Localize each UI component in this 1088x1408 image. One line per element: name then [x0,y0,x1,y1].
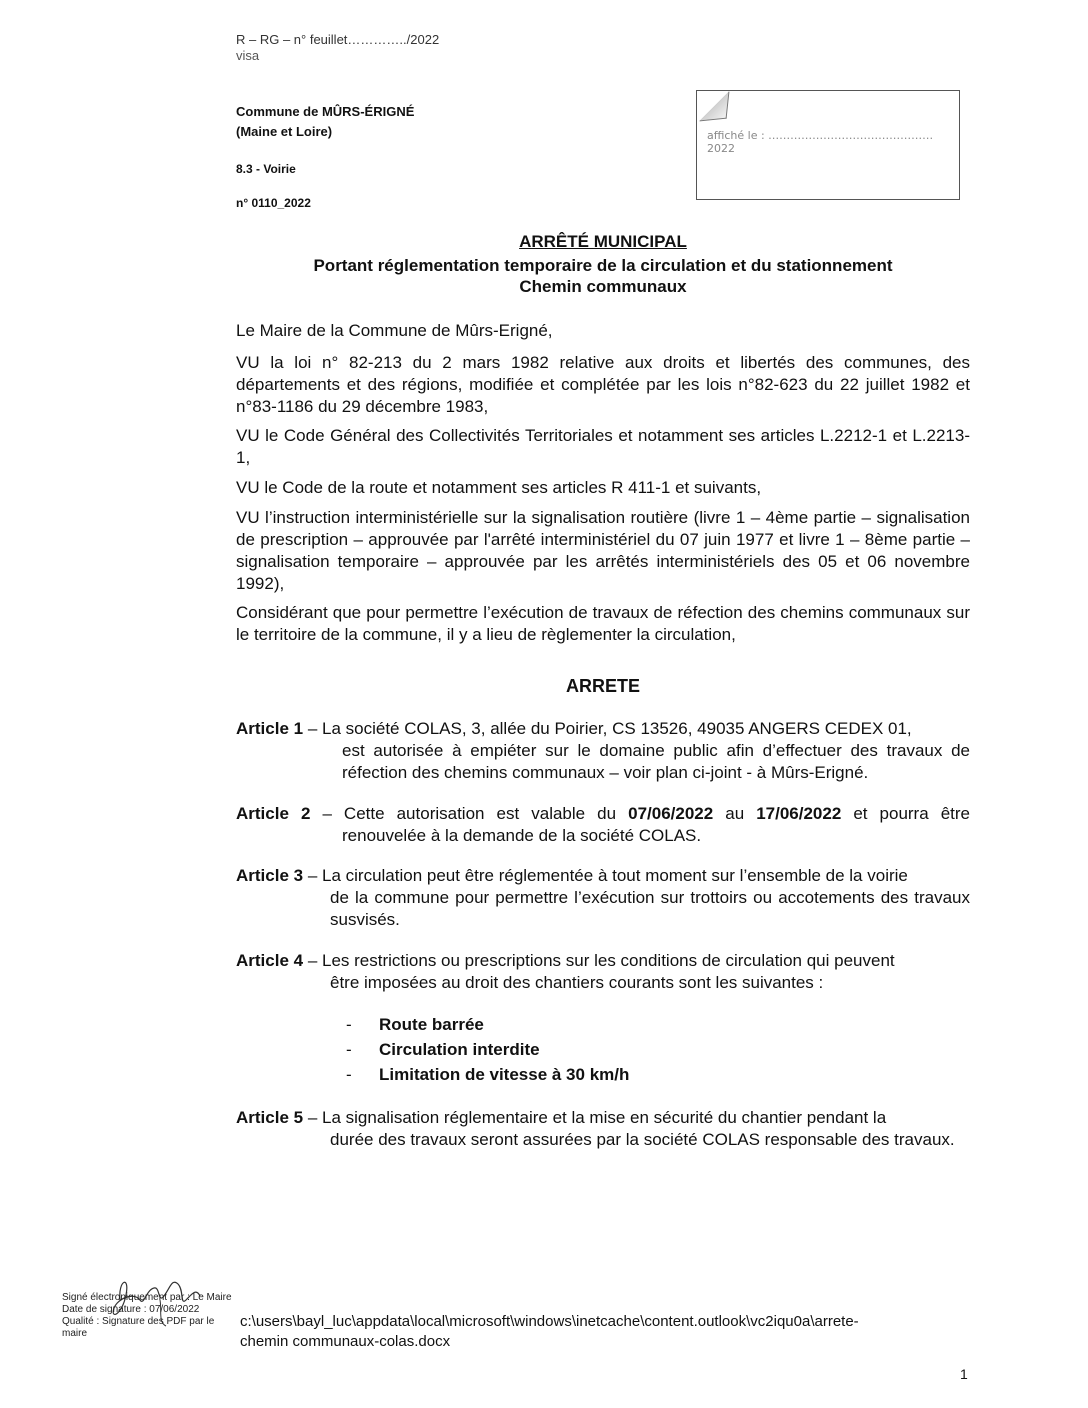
article-2 [236,803,970,847]
article-2-text: – Cette autorisation est valable du [310,804,629,823]
article-1 [236,718,970,784]
page-number: 1 [960,1366,968,1382]
vu-code-route: VU le Code de la route et notamment ses articles R 411-1 et suivants, [236,478,762,497]
vu-instruction: VU l’instruction interministérielle sur la signalisation routière (livre 1 – 4ème partie – signalisation de prescription – approuvée par l'arrêté interministériel du 07 juin 1977 et livre 1 – 8ème partie – signalisation temporaire – approuvée par les arrêtés interministériels des 05 et 06 novembre 1992), [236,508,970,593]
article-1-text: – La société COLAS, 3, allée du Poirier, CS 13526, 49035 ANGERS CEDEX 01, [303,719,912,738]
article-4-label: Article 4 [236,951,304,970]
restriction-route-barree: Route barrée [379,1015,484,1034]
article-2-continuation: renouvelée à la demande de la société COLAS. [342,826,702,845]
vu-loi: VU la loi n° 82-213 du 2 mars 1982 relative aux droits et libertés des communes, des départements et des régions, modifiée et complétée par les lois n°82-623 du 22 juillet 1982 et n°83-1186 du 29 décembre 1983, [236,353,970,416]
signature-quality: Qualité : Signature des PDF par le maire [62,1316,215,1339]
article-5-continuation: durée des travaux seront assurées par la société COLAS responsable des travaux. [330,1130,955,1149]
article-1-label: Article 1 [236,719,304,738]
article-2-label: Article 2 [236,804,311,823]
article-2-date-from: 07/06/2022 [628,804,714,823]
article-3 [236,865,970,931]
affichage-stamp [696,90,960,200]
electronic-signature [62,1292,232,1340]
document-title: ARRÊTÉ MUNICIPAL [519,232,687,251]
arrete-number: n° 0110_2022 [236,196,311,210]
document-subtitle-2: Chemin communaux [519,277,687,296]
restriction-circulation-interdite: Circulation interdite [379,1040,540,1059]
article-5-text: – La signalisation réglementaire et la mise en sécurité du chantier pendant la [303,1108,887,1127]
list-item: - Limitation de vitesse à 30 km/h [346,1065,630,1084]
file-path-line-1: c:\users\bayl_luc\appdata\local\microsoft\windows\inetcache\content.outlook\vc2iqu0a\arrete- [240,1313,859,1330]
article-4-text: – Les restrictions ou prescriptions sur les conditions de circulation qui peuvent [303,951,895,970]
article-5 [236,1107,970,1151]
article-2-text-post: et pourra être [841,804,971,823]
vu-cgct: VU le Code Général des Collectivités Territoriales et notamment ses articles L.2212-1 et L.2213-1, [236,426,970,467]
signature-date: Date de signature : 07/06/2022 [62,1304,200,1315]
article-5-label: Article 5 [236,1108,304,1127]
article-3-text: – La circulation peut être réglementée à tout moment sur l’ensemble de la voirie [303,866,908,885]
visa-label: visa [236,48,260,63]
article-3-continuation: de la commune pour permettre l’exécution sur trottoirs ou accotements des travaux susvisés. [330,888,970,929]
article-1-continuation: est autorisée à empiéter sur le domaine public afin d’effectuer des travaux de réfection des chemins communaux – voir plan ci-joint - à Mûrs-Erigné. [342,741,970,782]
preamble-intro: Le Maire de la Commune de Mûrs-Erigné, [236,321,553,340]
restriction-vitesse: Limitation de vitesse à 30 km/h [379,1065,630,1084]
file-path-line-2: chemin communaux-colas.docx [240,1333,451,1350]
file-path [240,1312,859,1352]
article-4 [236,950,970,994]
affichage-date: affiché le : ………………………………………2022 [707,129,934,155]
arrete-heading: ARRETE [565,676,640,696]
article-3-label: Article 3 [236,866,304,885]
document-subtitle: Portant réglementation temporaire de la circulation et du stationnement [313,256,893,275]
considerant: Considérant que pour permettre l’exécution de travaux de réfection des chemins communaux sur le territoire de la commune, il y a lieu de règlementer la circulation, [236,603,970,644]
folded-corner-icon [700,92,730,122]
reference-line: R – RG – n° feuillet…………../2022 [236,32,440,47]
list-item: - Route barrée [346,1015,484,1034]
article-2-date-to: 17/06/2022 [756,804,842,823]
list-item: - Circulation interdite [346,1040,540,1059]
commune-name: Commune de MÛRS-ÉRIGNÉ [236,104,415,119]
signature-signer: Signé électroniquement par : Le Maire [62,1292,232,1303]
article-2-text-mid: au [713,804,757,823]
article-4-continuation: être imposées au droit des chantiers courants sont les suivantes : [330,973,824,992]
departement: (Maine et Loire) [236,124,333,139]
category: 8.3 - Voirie [236,162,296,176]
